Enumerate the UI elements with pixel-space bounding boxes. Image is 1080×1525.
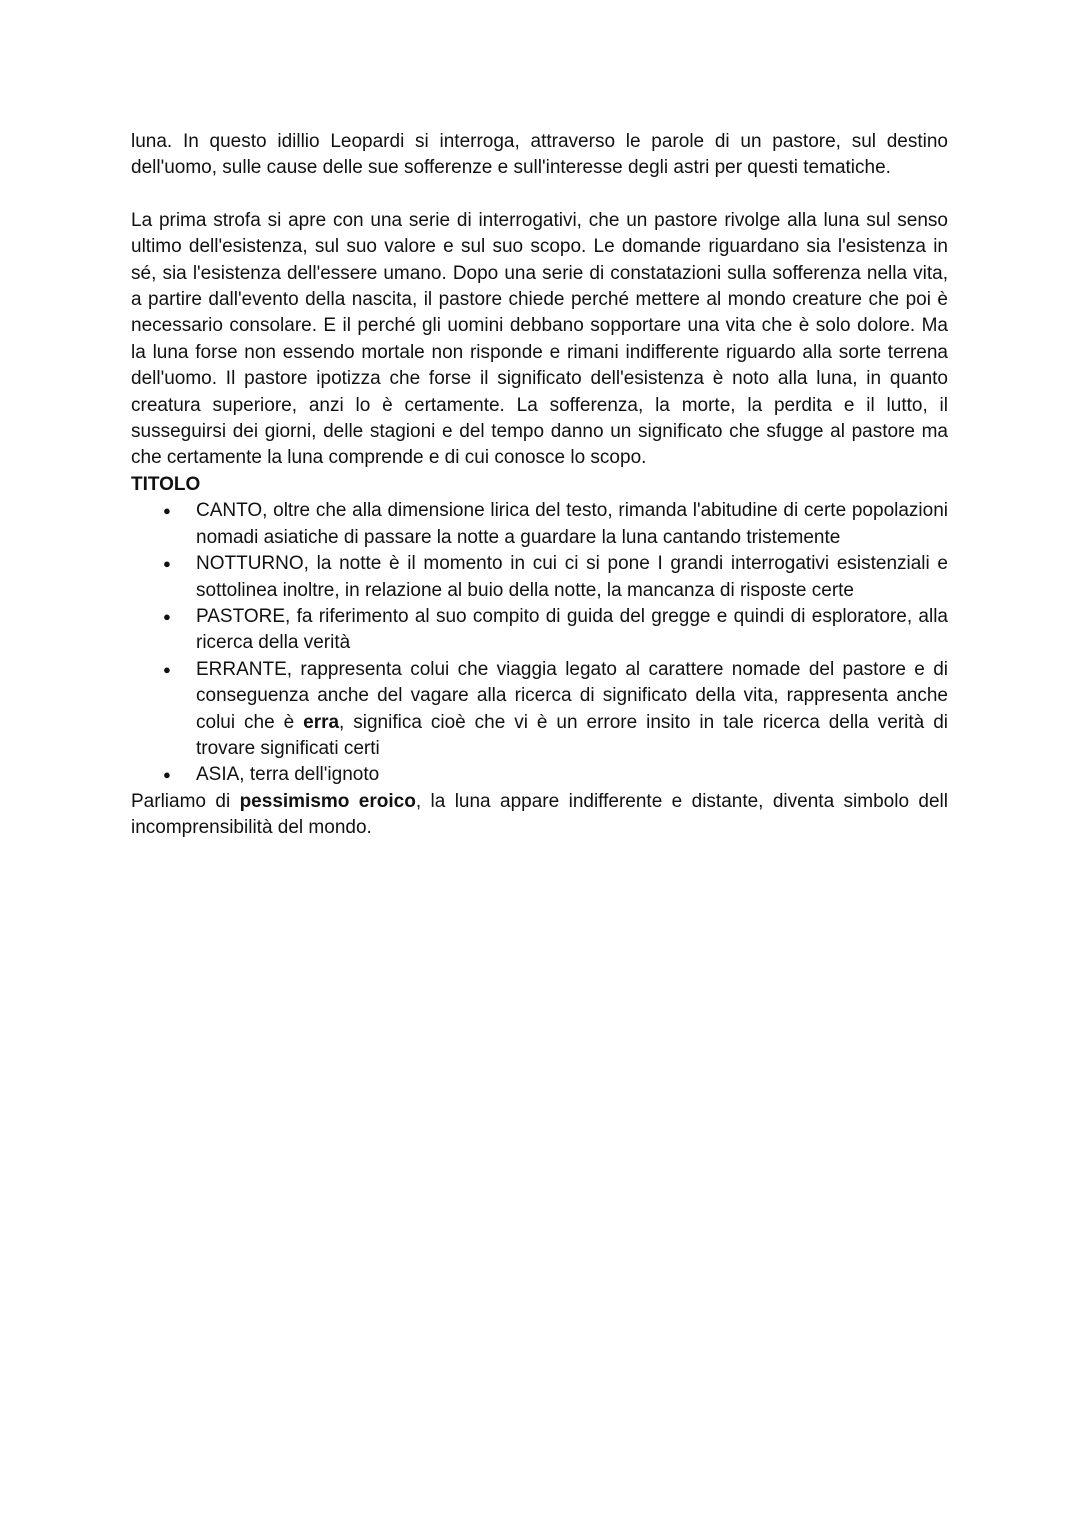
- list-item-text-after: , significa cioè che vi è un errore insito in tale ricerca della verità di trovare significati certi: [196, 711, 948, 759]
- list-item-bold-term: erra: [303, 711, 340, 733]
- main-paragraph: La prima strofa si apre con una serie di interrogativi, che un pastore rivolge alla luna sul senso ultimo dell'esistenza, sul suo valore e sul suo scopo. Le domande riguardano sia l'esistenza in sé, sia l'esistenza dell'essere umano. Dopo una serie di constatazioni sulla sofferenza nella vita, a partire dall'evento della nascita, il pastore chiede perché mettere al mondo creature che poi è necessario consolare. E il perché gli uomini debbano sopportare una vita che è solo dolore. Ma la luna forse non essendo mortale non risponde e rimani indifferente riguardo alla sorte terrena dell'uomo. Il pastore ipotizza che forse il significato dell'esistenza è noto alla luna, in quanto creatura superiore, anzi lo è certamente. La sofferenza, la morte, la perdita e il lutto, il susseguirsi dei giorni, delle stagioni e del tempo danno un significato che sfugge al pastore ma che certamente la luna comprende e di cui conosce lo scopo.: [131, 209, 948, 469]
- list-item-text: ASIA, terra dell'ignoto: [196, 764, 380, 786]
- list-item: [163, 657, 948, 763]
- bullet-list: [131, 498, 948, 788]
- bullet-icon: ●: [163, 503, 171, 519]
- list-item-text: NOTTURNO, la notte è il momento in cui ci si pone I grandi interrogativi esistenziali e sottolinea inoltre, in relazione al buio della notte, la mancanza di risposte certe: [196, 553, 948, 601]
- list-item: [163, 498, 948, 551]
- intro-paragraph: luna. In questo idillio Leopardi si interroga, attraverso le parole di un pastore, sul destino dell'uomo, sulle cause delle sue sofferenze e sull'interesse degli astri per questi tematiche.: [131, 131, 948, 179]
- list-item-text-before: ERRANTE, rappresenta colui che viaggia legato al carattere nomade del pastore e di conseguenza anche del vagare alla ricerca di significato della vita, rappresenta anche colui che è: [196, 658, 948, 733]
- bullet-icon: ●: [163, 661, 171, 677]
- closing-text-before: Parliamo di: [131, 790, 240, 812]
- list-item-text: CANTO, oltre che alla dimensione lirica del testo, rimanda l'abitudine di certe popolazioni nomadi asiatiche di passare la notte a guardare la luna cantando tristemente: [196, 500, 948, 548]
- bullet-icon: ●: [163, 608, 171, 624]
- section-heading: TITOLO: [131, 473, 201, 495]
- closing-text-after: , la luna appare indifferente e distante, diventa simbolo dell incomprensibilità del mondo.: [131, 790, 948, 839]
- list-item: [163, 551, 948, 604]
- closing-bold-term: pessimismo eroico: [239, 790, 416, 812]
- list-item: [163, 604, 948, 657]
- bullet-icon: ●: [163, 556, 171, 572]
- bullet-icon: ●: [163, 767, 171, 783]
- closing-paragraph: [131, 789, 948, 842]
- list-item: [163, 762, 948, 788]
- document-page: [131, 129, 948, 842]
- list-item-text: PASTORE, fa riferimento al suo compito di guida del gregge e quindi di esploratore, alla ricerca della verità: [196, 605, 948, 654]
